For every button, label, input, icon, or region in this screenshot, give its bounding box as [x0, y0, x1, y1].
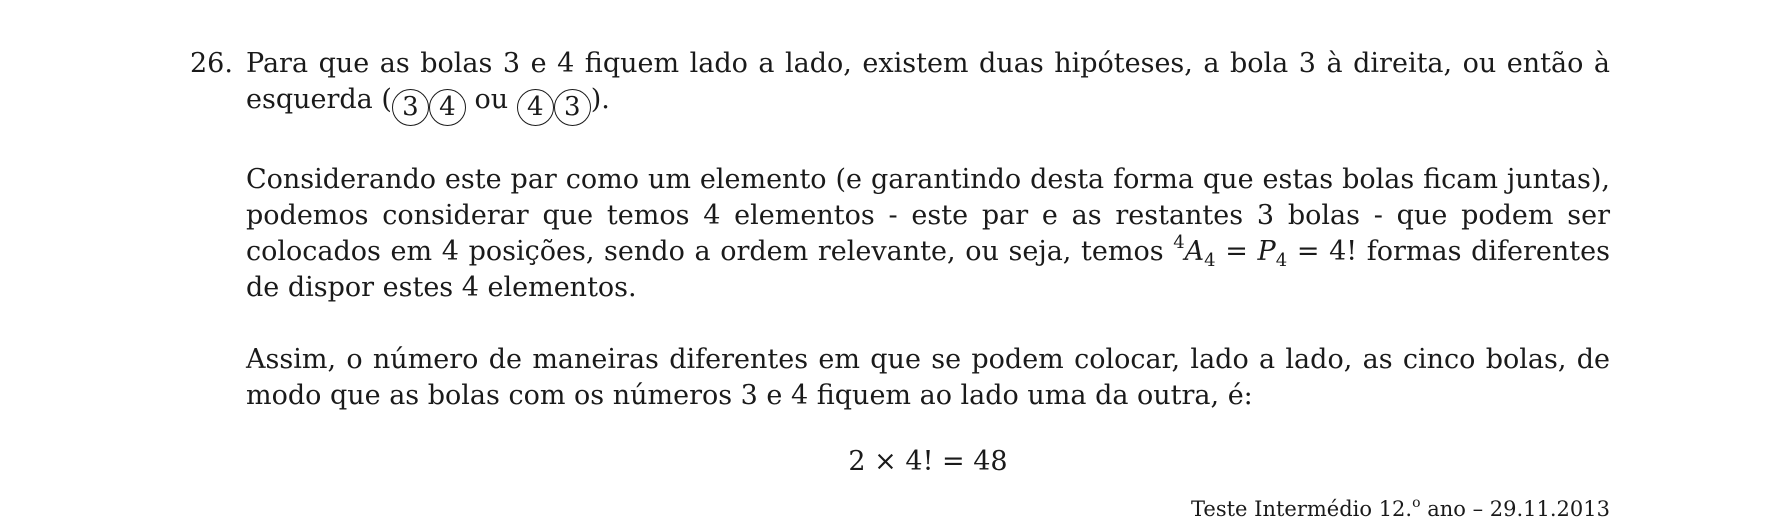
arrangement-symbol: A — [1184, 236, 1205, 267]
paragraph-hypotheses — [246, 46, 1610, 126]
source-suffix: ano – 29.11.2013 — [1420, 497, 1610, 521]
arrangement-superscript: 4 — [1173, 232, 1185, 253]
item-number: 26. — [190, 48, 233, 79]
permutation-symbol: P — [1257, 236, 1276, 267]
ball-4-circle: 4 — [517, 89, 554, 126]
equals-sign: = — [1215, 236, 1258, 267]
paragraph-gap — [246, 126, 1610, 162]
paragraph-conclusion: Assim, o número de maneiras diferentes em que se podem colocar, lado a lado, as cinco bolas, de modo que as bolas com os números 3 e 4 fiquem ao lado uma da outra, é: — [246, 344, 1610, 411]
paragraph-arrangements-text-after: formas diferentes de dispor estes 4 elementos. — [246, 236, 1610, 303]
source-footer — [1191, 496, 1610, 522]
ordinal-indicator: o — [1412, 495, 1421, 511]
factorial-value: = 4! — [1287, 236, 1358, 267]
source-prefix: Teste Intermédio 12. — [1191, 497, 1413, 521]
ball-4-circle: 4 — [429, 89, 466, 126]
connector-ou: ou — [465, 84, 517, 115]
paragraph-hypotheses-text: Para que as bolas 3 e 4 fiquem lado a lado, existem duas hipóteses, a bola 3 à direita, ou então à esquerda — [246, 48, 1610, 115]
paragraph-arrangements — [246, 162, 1610, 306]
final-equation: 2 × 4! = 48 — [848, 446, 1008, 477]
close-paren: ). — [590, 84, 610, 115]
solution-content — [246, 46, 1610, 480]
permutation-subscript: 4 — [1275, 250, 1288, 271]
arrangement-subscript: 4 — [1204, 250, 1216, 271]
ball-3-circle: 3 — [554, 89, 591, 126]
paragraph-gap — [246, 306, 1610, 342]
ball-3-circle: 3 — [392, 89, 429, 126]
open-paren: ( — [381, 84, 392, 115]
paragraph-arrangements-text-before: Considerando este par como um elemento (e garantindo desta forma que estas bolas ficam juntas), podemos considerar que temos 4 elementos - este par e as restantes 3 bolas - que podem ser colocados em 4 posições, sendo a ordem relevante, ou seja, temos — [246, 164, 1610, 267]
